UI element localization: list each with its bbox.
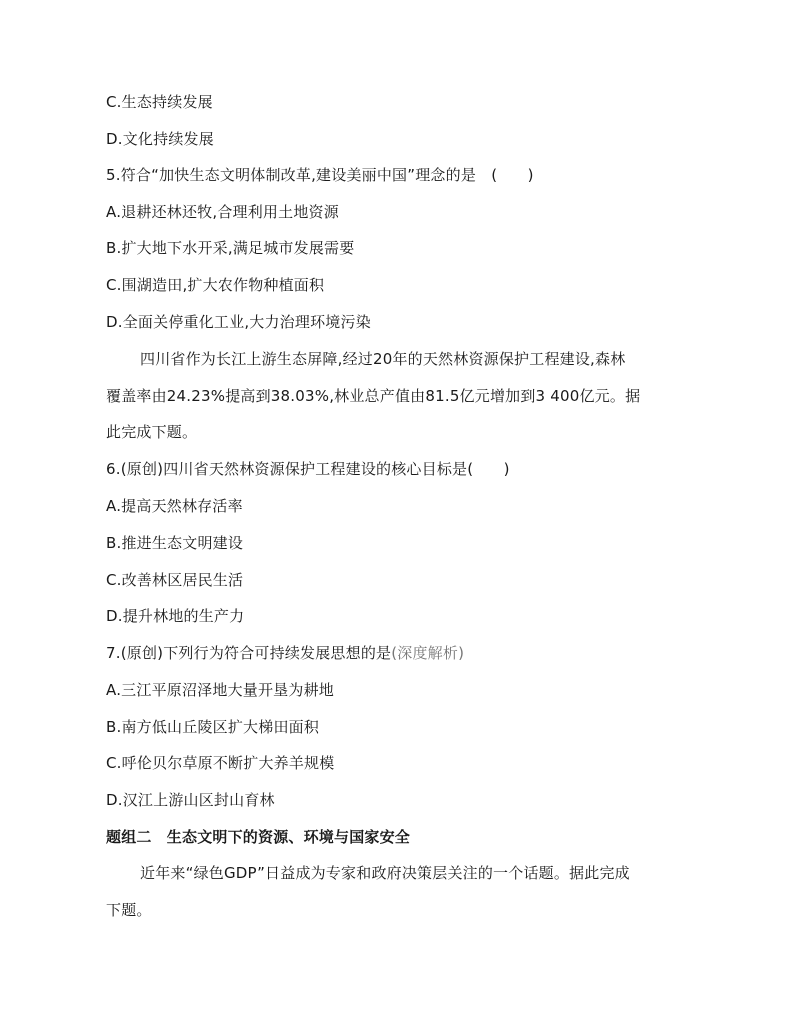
q6-option-d: D.提升林地的生产力 [106,607,245,625]
q6-option-b: B.推进生态文明建设 [106,534,244,552]
question-7-stem [106,643,464,663]
q5-option-d: D.全面关停重化工业,大力治理环境污染 [106,313,371,331]
q5-option-c: C.围湖造田,扩大农作物种植面积 [106,276,325,294]
passage-1-line-2: 覆盖率由24.23%提高到38.03%,林业总产值由81.5亿元增加到3 400亿元。据 [106,387,641,405]
question-6-stem: 6.(原创)四川省天然林资源保护工程建设的核心目标是( ) [106,460,510,478]
passage-2-line-1: 近年来“绿色GDP”日益成为专家和政府决策层关注的一个话题。据此完成 [140,864,630,882]
q7-option-d: D.汉江上游山区封山育林 [106,791,275,809]
passage-2-line-2: 下题。 [106,901,152,919]
q7-option-a: A.三江平原沼泽地大量开垦为耕地 [106,681,334,699]
q7-option-c: C.呼伦贝尔草原不断扩大养羊规模 [106,754,335,772]
question-7-text: 7.(原创)下列行为符合可持续发展思想的是 [106,644,392,662]
passage-1-line-3: 此完成下题。 [106,423,198,441]
q4-option-c: C.生态持续发展 [106,93,213,111]
deep-analysis-note: (深度解析) [391,644,465,662]
q5-option-b: B.扩大地下水开采,满足城市发展需要 [106,239,355,257]
q7-option-b: B.南方低山丘陵区扩大梯田面积 [106,718,320,736]
section-heading: 题组二 生态文明下的资源、环境与国家安全 [106,828,411,846]
question-5-stem: 5.符合“加快生态文明体制改革,建设美丽中国”理念的是 ( ) [106,166,534,184]
passage-1-line-1: 四川省作为长江上游生态屏障,经过20年的天然林资源保护工程建设,森林 [140,350,626,368]
q4-option-d: D.文化持续发展 [106,130,214,148]
q6-option-c: C.改善林区居民生活 [106,571,244,589]
q5-option-a: A.退耕还林还牧,合理利用土地资源 [106,203,339,221]
q6-option-a: A.提高天然林存活率 [106,497,243,515]
